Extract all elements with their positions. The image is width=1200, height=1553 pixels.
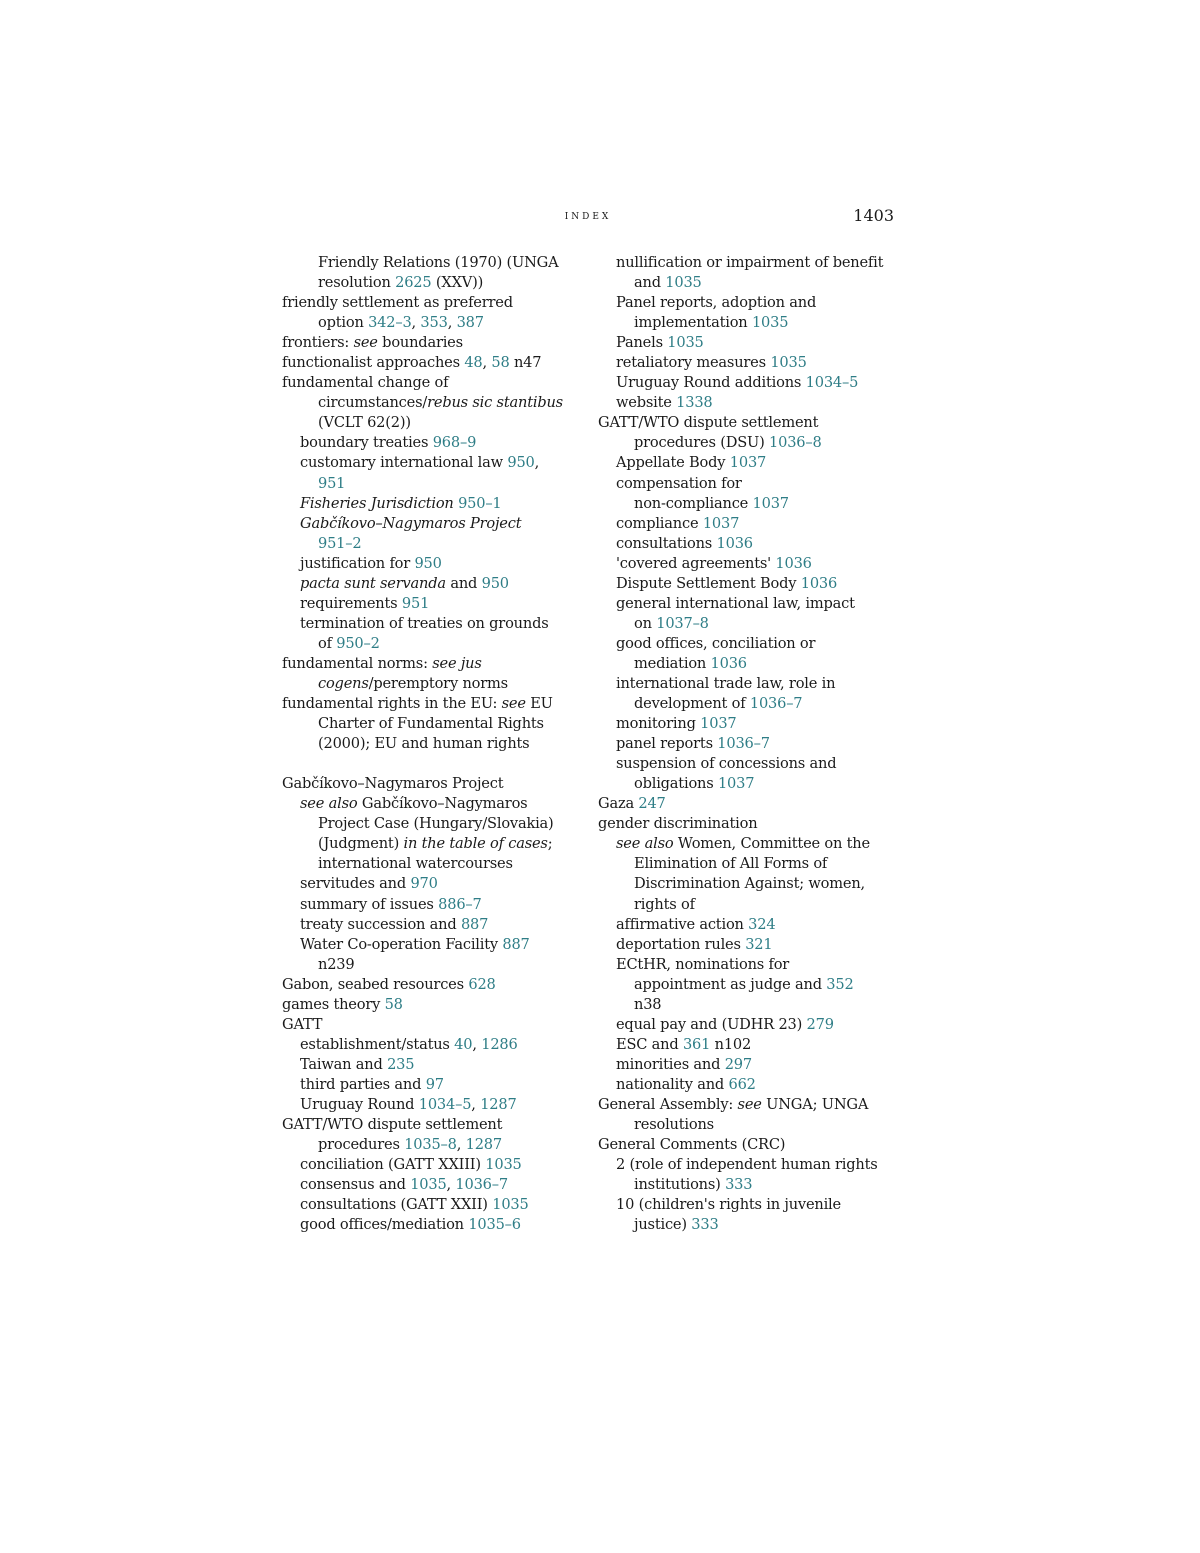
index-text: , [482,354,492,372]
index-entry [598,674,894,694]
page-reference-link[interactable]: 279 [806,1015,834,1033]
index-italic-text: in the table of cases [403,835,548,853]
index-entry [598,273,894,293]
page-reference-link[interactable]: 1037 [717,775,755,793]
index-text: fundamental rights in the EU: [282,695,502,713]
index-text: , [471,1095,481,1113]
index-text: Panel reports, adoption and [616,294,817,312]
index-text: ESC and [616,1035,683,1053]
index-entry [282,935,578,955]
page-reference-link[interactable]: 97 [425,1075,444,1093]
index-text: n239 [318,955,355,973]
index-column-left [282,253,578,1235]
index-entry [598,373,894,393]
index-heading [598,413,894,433]
page-reference-link[interactable]: 1036–7 [717,735,770,753]
index-entry [598,874,894,894]
index-text: Gaza [598,795,639,813]
index-entry [282,574,578,594]
index-entry [282,253,578,273]
index-text: Women, Committee on the [673,835,870,853]
page-reference-link[interactable]: 1286 [481,1035,518,1053]
index-text: minorities and [616,1055,725,1073]
page-reference-link[interactable]: 321 [745,935,773,953]
page-reference-link[interactable]: 970 [410,875,438,893]
index-text: implementation [634,314,752,332]
index-text: ECtHR, nominations for [616,955,790,973]
index-text: rights of [634,895,695,913]
index-text: Uruguay Round [300,1095,419,1113]
page-reference-link[interactable]: 1037 [702,514,740,532]
index-entry [282,554,578,574]
index-text: suspension of concessions and [616,755,837,773]
page-reference-link[interactable]: 887 [502,935,530,953]
index-entry [598,1015,894,1035]
page-reference-link[interactable]: 950 [507,454,535,472]
index-italic-text: cogens [318,674,369,692]
index-entry [598,1175,894,1195]
page-reference-link[interactable]: 58 [491,354,510,372]
index-entry [282,393,578,413]
index-entry [598,253,894,273]
index-text: Gabčíkovo–Nagymaros Project [282,775,504,793]
index-text: , [447,314,457,332]
index-text: circumstances/ [318,394,428,412]
index-text: functionalist approaches [282,354,465,372]
index-text: Gabon, seabed resources [282,975,469,993]
index-text: good offices, conciliation or [616,634,816,652]
index-entry [282,1195,578,1215]
index-text: 10 (children's rights in juvenile [616,1196,841,1214]
index-entry [282,734,578,754]
page-reference-link[interactable]: 1035 [770,354,807,372]
page-reference-link[interactable]: 950–2 [336,634,380,652]
index-entry [598,1215,894,1235]
index-text: procedures (DSU) [634,434,770,452]
index-entry [598,393,894,413]
index-entry [598,333,894,353]
page-reference-link[interactable]: 1338 [676,394,713,412]
page-reference-link[interactable]: 1036 [710,654,747,672]
index-entry [598,313,894,333]
index-heading [282,654,578,674]
index-text: , [472,1035,482,1053]
page-reference-link[interactable]: 950 [481,574,509,592]
page-reference-link[interactable]: 1036–7 [455,1176,508,1194]
index-entry [598,774,894,794]
index-text: , [456,1136,466,1154]
page-reference-link[interactable]: 1037 [752,494,789,512]
index-entry [598,574,894,594]
index-entry [282,474,578,494]
index-text: appointment as judge and [634,975,827,993]
index-text: general international law, impact [616,594,855,612]
page-reference-link[interactable]: 342–3 [368,314,412,332]
index-text: GATT/WTO dispute settlement [598,414,819,432]
index-entry [282,1155,578,1175]
page-reference-link[interactable]: 297 [724,1055,752,1073]
index-text: Friendly Relations (1970) (UNGA [318,254,559,271]
index-heading [282,774,578,794]
index-text: fundamental norms: [282,654,433,672]
index-entry [282,313,578,333]
index-text: gender discrimination [598,815,758,833]
index-entry [282,714,578,734]
index-text: , [411,314,421,332]
index-entry [282,794,578,814]
index-heading [282,995,578,1015]
index-spacer [282,754,578,774]
page-reference-link[interactable]: 40 [454,1035,473,1053]
index-entry [282,634,578,654]
index-entry [598,915,894,935]
index-entry [598,734,894,754]
index-text: (XXV)) [431,274,484,292]
index-entry [282,814,578,834]
page-reference-link[interactable]: 1287 [480,1095,517,1113]
index-entry [598,494,894,514]
index-entry [282,453,578,473]
index-heading [598,794,894,814]
index-entry [598,1115,894,1135]
page-header [282,208,894,232]
index-text: Panels [616,334,668,352]
page-reference-link[interactable]: 951–2 [318,534,362,552]
page-reference-link[interactable]: 950–1 [458,494,502,512]
index-entry [282,514,578,534]
index-text: on [634,614,657,632]
page-reference-link[interactable]: 1035 [410,1176,447,1194]
index-entry [598,554,894,574]
index-text: consultations [616,534,717,552]
index-heading [282,333,578,353]
page-reference-link[interactable]: 333 [691,1216,719,1234]
index-entry [282,273,578,293]
index-text: Appellate Body [616,454,730,472]
index-text: development of [634,695,750,713]
page-number: 1403 [853,206,894,225]
page-reference-link[interactable]: 1036 [716,534,753,552]
index-text: panel reports [616,735,718,753]
index-text: EU [525,695,553,713]
index-text: mediation [634,654,711,672]
index-entry [598,474,894,494]
index-text: Gabčíkovo–Nagymaros [357,795,528,813]
index-text: monitoring [616,715,701,733]
index-text: non-compliance [634,494,753,512]
index-text: fundamental change of [282,374,449,392]
index-text: boundaries [377,334,463,352]
index-text: Discrimination Against; women, [634,875,865,893]
index-heading [282,373,578,393]
index-italic-text: Gabčíkovo–Nagymaros Project [300,514,522,532]
index-text: consensus and [300,1176,411,1194]
page-reference-link[interactable]: 352 [826,975,854,993]
page-reference-link[interactable]: 1035–8 [404,1136,457,1154]
index-text: (VCLT 62(2)) [318,414,411,432]
index-entry [282,1175,578,1195]
index-entry [598,514,894,534]
index-italic-text: pacta sunt servanda [300,574,446,592]
index-entry [282,594,578,614]
index-entry [282,413,578,433]
index-entry [598,594,894,614]
index-text: customary international law [300,454,508,472]
index-entry [282,494,578,514]
index-text: (2000); EU and human rights [318,735,530,753]
index-text: n38 [634,995,662,1013]
page-reference-link[interactable]: 1035 [492,1196,529,1214]
index-entry [282,834,578,854]
index-italic-text: see also [300,795,358,813]
page-reference-link[interactable]: 1036–7 [749,695,803,713]
index-text: consultations (GATT XXII) [300,1196,493,1214]
page-reference-link[interactable]: 353 [420,314,448,332]
index-entry [282,614,578,634]
page-reference-link[interactable]: 951 [401,594,430,612]
page-reference-link[interactable]: 662 [728,1075,756,1093]
index-text: requirements [300,594,402,612]
index-heading [282,975,578,995]
index-text: /peremptory norms [368,674,508,692]
index-entry [282,1075,578,1095]
index-text: procedures [318,1136,405,1154]
index-heading [282,1015,578,1035]
index-entry [282,854,578,874]
index-text: UNGA; UNGA [761,1095,869,1113]
page-reference-link[interactable]: 1037–8 [656,614,709,632]
page-reference-link[interactable]: 235 [387,1055,415,1073]
index-heading [598,814,894,834]
index-entry [282,1215,578,1235]
index-text: of [318,634,337,652]
index-text: obligations [634,775,718,793]
index-entry [598,453,894,473]
page-reference-link[interactable]: 387 [456,314,484,332]
index-text: summary of issues [300,895,439,913]
page-reference-link[interactable]: 247 [638,795,666,813]
index-entry [598,754,894,774]
index-entry [598,1155,894,1175]
index-italic-text: see [353,334,378,352]
index-heading [598,1095,894,1115]
index-entry [282,1035,578,1055]
index-text: Project Case (Hungary/Slovakia) [318,815,554,833]
page-reference-link[interactable]: 1034–5 [418,1095,472,1113]
index-entry [598,634,894,654]
index-entry [282,874,578,894]
page-reference-link[interactable]: 951 [318,474,346,492]
page-reference-link[interactable]: 887 [460,915,489,933]
index-text: ; [547,835,553,853]
page-reference-link[interactable]: 1036 [800,574,838,592]
index-entry [598,534,894,554]
index-text: boundary treaties [300,434,433,452]
index-text: Uruguay Round additions [616,374,806,392]
index-entry [598,694,894,714]
index-heading [282,293,578,313]
index-text: GATT [282,1015,323,1033]
index-entry [598,854,894,874]
index-text: good offices/mediation [300,1216,469,1234]
index-entry [282,534,578,554]
page-reference-link[interactable]: 1037 [729,454,767,472]
index-text: games theory [282,995,385,1013]
index-entry [598,935,894,955]
page-reference-link[interactable]: 1035 [485,1156,522,1174]
page-reference-link[interactable]: 1035 [667,334,704,352]
index-heading [282,694,578,714]
index-text: affirmative action [616,915,749,933]
index-text: Dispute Settlement Body [616,574,801,592]
index-entry [282,1055,578,1075]
index-entry [598,1055,894,1075]
page-reference-link[interactable]: 1035–6 [468,1216,521,1234]
index-text: resolution [318,274,396,292]
index-entry [598,353,894,373]
index-text: deportation rules [616,935,746,953]
index-text: nullification or impairment of benefit [616,254,884,271]
index-text: servitudes and [300,875,411,893]
index-italic-text: rebus sic stantibus [427,394,563,412]
index-entry [598,614,894,634]
index-column-right [598,253,894,1235]
index-entry [282,433,578,453]
index-text: international watercourses [318,855,513,873]
index-heading [598,1135,894,1155]
index-entry [282,955,578,975]
index-text: compensation for [616,474,742,492]
index-text: Elimination of All Forms of [634,855,828,873]
page-reference-link[interactable]: 1035 [665,274,702,292]
index-text: retaliatory measures [616,354,771,372]
index-text: option [318,314,369,332]
index-text: establishment/status [300,1035,455,1053]
index-text: international trade law, role in [616,674,836,692]
index-text: justice) [634,1216,692,1234]
index-text: equal pay and (UDHR 23) [616,1015,807,1033]
index-entry [598,1195,894,1215]
index-text: treaty succession and [300,915,461,933]
index-italic-text: see [501,695,526,713]
index-entry [598,975,894,995]
index-text: website [616,394,677,412]
index-entry [598,834,894,854]
index-text: justification for [300,554,415,572]
index-text: friendly settlement as preferred [282,294,513,312]
index-text: Water Co-operation Facility [300,935,503,953]
index-text: third parties and [300,1075,426,1093]
index-entry [282,1135,578,1155]
index-text: frontiers: [282,334,354,352]
page-reference-link[interactable]: 1036–8 [769,434,822,452]
index-text: General Comments (CRC) [598,1136,786,1154]
index-entry [598,1035,894,1055]
index-text: and [445,574,482,592]
index-entry [282,674,578,694]
page-reference-link[interactable]: 1034–5 [805,374,859,392]
page-reference-link[interactable]: 361 [682,1035,711,1053]
page-reference-link[interactable]: 1287 [465,1136,502,1154]
index-text: GATT/WTO dispute settlement [282,1116,503,1134]
index-entry [598,714,894,734]
index-text: (Judgment) [318,835,404,853]
index-text: and [634,274,666,292]
index-entry [598,433,894,453]
page-reference-link[interactable]: 58 [384,995,403,1013]
page-reference-link[interactable]: 324 [748,915,776,933]
page-reference-link[interactable]: 1035 [751,314,789,332]
page-reference-link[interactable]: 1036 [775,554,812,572]
index-entry [598,955,894,975]
page-reference-link[interactable]: 968–9 [432,434,477,452]
page-reference-link[interactable]: 48 [464,354,483,372]
index-text: General Assembly: [598,1095,738,1113]
index-entry [282,895,578,915]
page-reference-link[interactable]: 628 [468,975,496,993]
page-reference-link[interactable]: 2625 [395,274,432,292]
index-text: Charter of Fundamental Rights [318,715,544,733]
index-entry [598,293,894,313]
index-text: , [446,1176,456,1194]
index-text: conciliation (GATT XXIII) [300,1156,486,1174]
index-text: compliance [616,514,703,532]
index-italic-text: see [737,1095,762,1113]
page-reference-link[interactable]: 333 [725,1176,753,1194]
running-head: index [564,208,612,223]
index-italic-text: see jus [432,654,482,672]
index-heading [282,353,578,373]
page-reference-link[interactable]: 1037 [700,715,737,733]
index-entry [282,1095,578,1115]
index-text: Taiwan and [300,1055,388,1073]
index-heading [282,1115,578,1135]
index-text: n102 [710,1035,752,1053]
index-text: 2 (role of independent human rights [616,1156,878,1174]
index-italic-text: Fisheries Jurisdiction [300,494,454,512]
index-text: , [534,454,540,472]
index-text: n47 [509,354,542,372]
index-text: resolutions [634,1116,714,1134]
index-entry [282,915,578,935]
index-text: 'covered agreements' [616,554,776,572]
index-text: termination of treaties on grounds [300,614,549,632]
index-entry [598,654,894,674]
index-text: nationality and [616,1075,729,1093]
page-reference-link[interactable]: 950 [414,554,442,572]
index-italic-text: see also [616,835,674,853]
index-entry [598,995,894,1015]
index-entry [598,1075,894,1095]
page-reference-link[interactable]: 886–7 [438,895,482,913]
index-text: institutions) [634,1176,726,1194]
index-entry [598,895,894,915]
